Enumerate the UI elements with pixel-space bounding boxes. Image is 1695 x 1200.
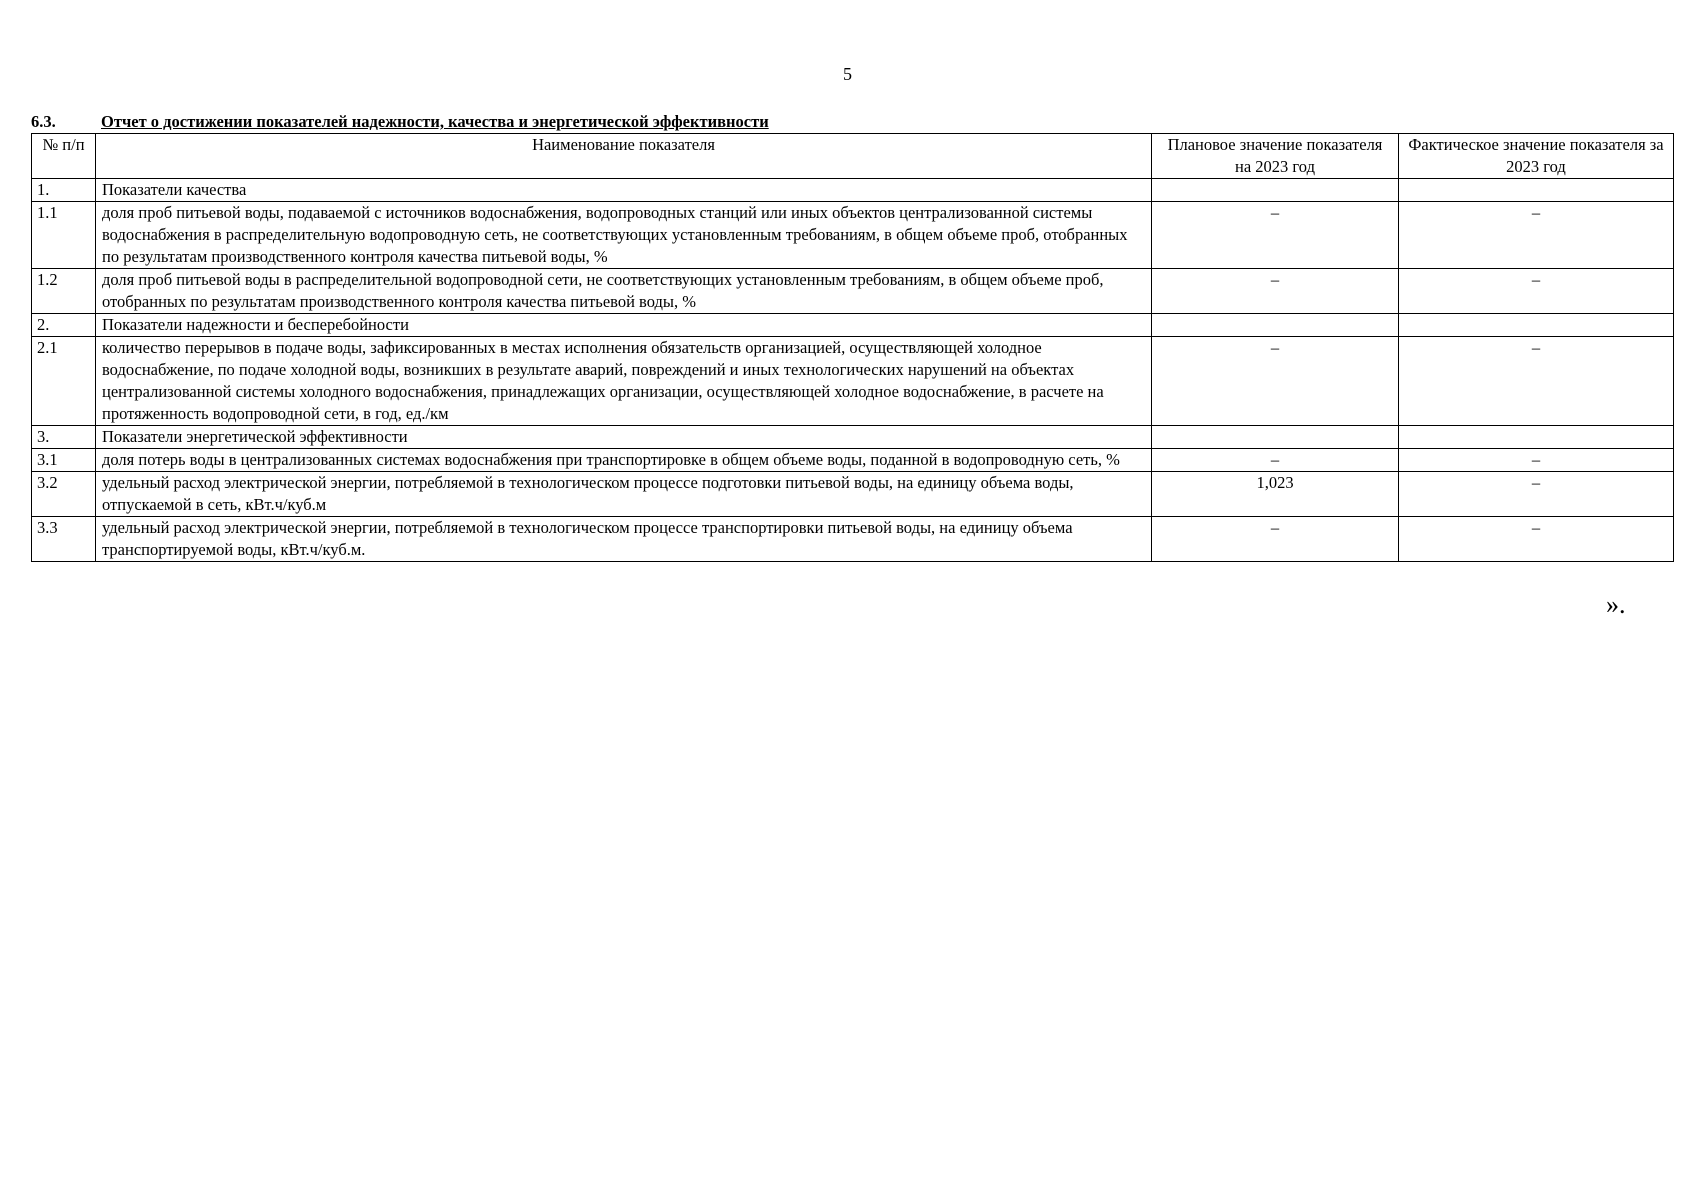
page-number: 5 (843, 64, 852, 84)
row-plan: – (1152, 269, 1399, 314)
row-plan (1152, 314, 1399, 337)
row-name: Показатели энергетической эффективности (96, 426, 1152, 449)
row-name: Показатели качества (96, 179, 1152, 202)
closing-quote-mark: ». (1606, 590, 1626, 619)
row-plan: – (1152, 517, 1399, 562)
table-row (32, 426, 1674, 449)
row-name: удельный расход электрической энергии, потребляемой в технологическом процессе транспортировки питьевой воды, на единицу объема транспортируемой воды, кВт.ч/куб.м. (96, 517, 1152, 562)
section-title-text: Отчет о достижении показателей надежности, качества и энергетической эффективности (101, 112, 769, 131)
row-plan: – (1152, 337, 1399, 426)
table-header-row (32, 134, 1674, 179)
row-plan (1152, 179, 1399, 202)
header-num: № п/п (32, 134, 96, 179)
row-fact (1399, 179, 1674, 202)
row-num: 2. (32, 314, 96, 337)
indicators-table (31, 133, 1674, 562)
row-fact: – (1399, 269, 1674, 314)
table-row (32, 449, 1674, 472)
header-plan: Плановое значение показателя на 2023 год (1152, 134, 1399, 179)
row-fact: – (1399, 472, 1674, 517)
table-row (32, 337, 1674, 426)
row-plan: – (1152, 449, 1399, 472)
row-plan: – (1152, 202, 1399, 269)
row-fact (1399, 314, 1674, 337)
section-title (31, 112, 769, 132)
table-row (32, 179, 1674, 202)
row-num: 3.3 (32, 517, 96, 562)
row-num: 1.2 (32, 269, 96, 314)
row-name: доля проб питьевой воды, подаваемой с источников водоснабжения, водопроводных станций или иных объектов централизованной системы водоснабжения в распределительную водопроводную сеть, не соответствующих установленным требованиям, в общем объеме проб, отобранных по результатам производственного контроля качества питьевой воды, % (96, 202, 1152, 269)
row-fact (1399, 426, 1674, 449)
row-fact: – (1399, 449, 1674, 472)
section-number: 6.3. (31, 112, 56, 131)
table-row (32, 202, 1674, 269)
row-name: доля потерь воды в централизованных системах водоснабжения при транспортировке в общем объеме воды, поданной в водопроводную сеть, % (96, 449, 1152, 472)
row-num: 3.1 (32, 449, 96, 472)
table-row (32, 314, 1674, 337)
row-fact: – (1399, 337, 1674, 426)
row-fact: – (1399, 517, 1674, 562)
header-fact: Фактическое значение показателя за 2023 год (1399, 134, 1674, 179)
table-row (32, 269, 1674, 314)
row-name: доля проб питьевой воды в распределительной водопроводной сети, не соответствующих установленным требованиям, в общем объеме проб, отобранных по результатам производственного контроля качества питьевой воды, % (96, 269, 1152, 314)
row-name: количество перерывов в подаче воды, зафиксированных в местах исполнения обязательств организацией, осуществляющей холодное водоснабжение, по подаче холодной воды, возникших в результате аварий, повреждений и иных технологических нарушений на объектах централизованной системы холодного водоснабжения, принадлежащих организации, осуществляющей холодное водоснабжение, в расчете на протяженность водопроводной сети, в год, ед./км (96, 337, 1152, 426)
table-row (32, 472, 1674, 517)
row-name: Показатели надежности и бесперебойности (96, 314, 1152, 337)
row-num: 2.1 (32, 337, 96, 426)
row-num: 1.1 (32, 202, 96, 269)
table-row (32, 517, 1674, 562)
row-num: 1. (32, 179, 96, 202)
row-name: удельный расход электрической энергии, потребляемой в технологическом процессе подготовки питьевой воды, на единицу объема воды, отпускаемой в сеть, кВт.ч/куб.м (96, 472, 1152, 517)
row-plan (1152, 426, 1399, 449)
row-num: 3. (32, 426, 96, 449)
row-num: 3.2 (32, 472, 96, 517)
header-name: Наименование показателя (96, 134, 1152, 179)
row-plan: 1,023 (1152, 472, 1399, 517)
row-fact: – (1399, 202, 1674, 269)
